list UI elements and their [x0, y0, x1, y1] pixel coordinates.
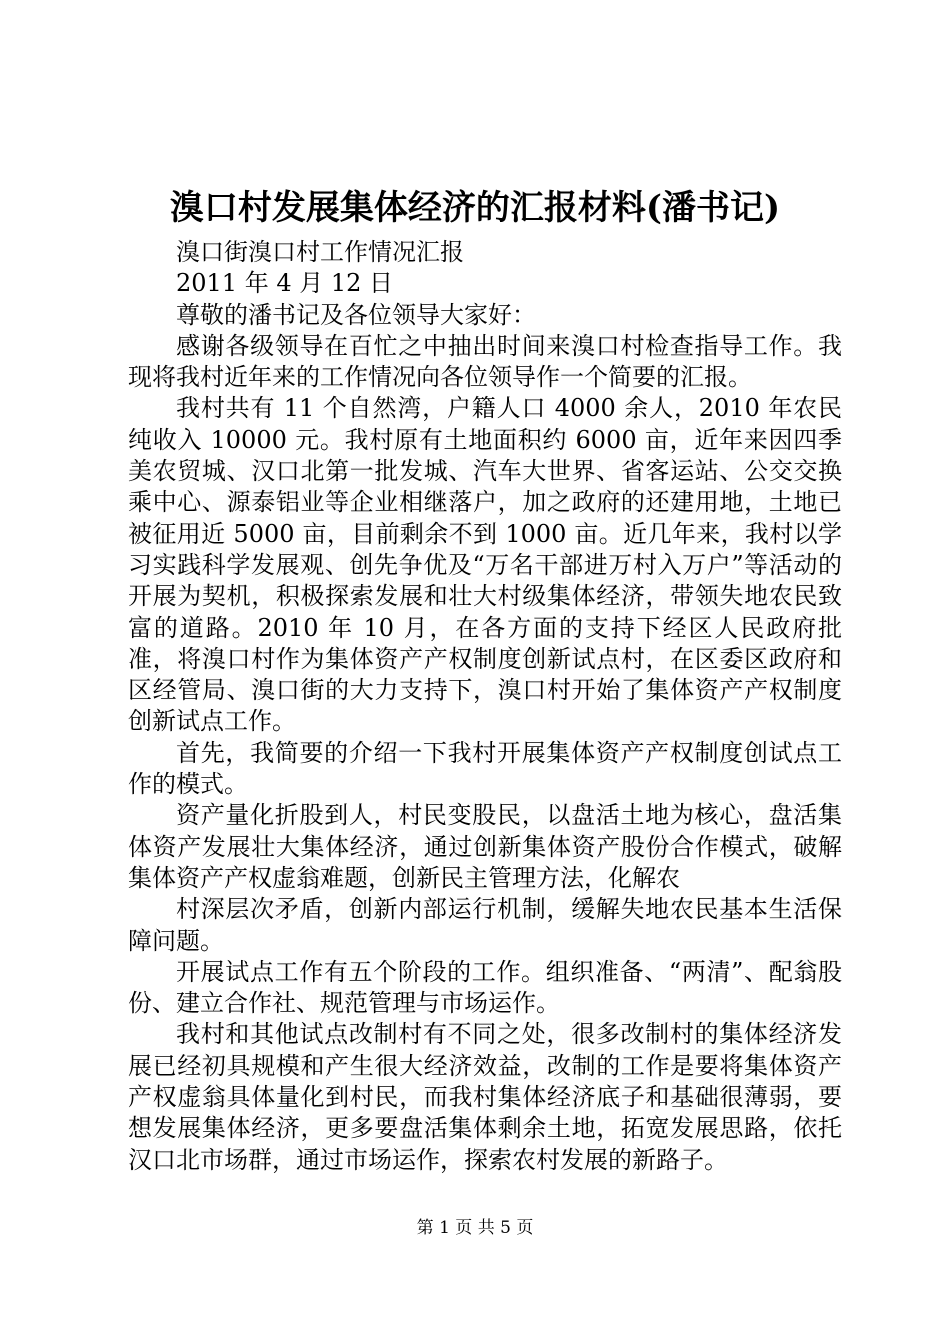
paragraph: 我村和其他试点改制村有不同之处，很多改制村的集体经济发展已经初具规模和产生很大经济效益，改制的工作是要将集体资产产权虚翁具体量化到村民，而我村集体经济底子和基础很薄弱，要想发展集体经济，更多要盘活集体剩余土地，拓宽发展思路，依托汉口北市场群，通过市场运作，探索农村发展的新路子。 — [128, 1020, 842, 1174]
paragraph: 我村共有 11 个自然湾，户籍人口 4000 余人，2010 年农民纯收入 10000 元。我村原有土地面积约 6000 亩，近年来因四季美农贸城、汉口北第一批发城、汽车大世界、省客运站、公交交换乘中心、源泰铝业等企业相继落户，加之政府的还建用地，土地已被征用近 5000 亩，目前剩余不到 1000 亩。近几年来，我村以学习实践科学发展观、创先争优及“万名干部进万村入万户”等活动的开展为契机，积极探索发展和壮大村级集体经济，带领失地农民致富的道路。2010 年 10 月，在各方面的支持下经区人民政府批准，将溴口村作为集体资产产权制度创新试点村，在区委区政府和区经管局、溴口街的大力支持下，溴口村开始了集体资产产权制度创新试点工作。 — [128, 394, 842, 736]
document-greeting: 尊敬的潘书记及各位领导大家好： — [176, 300, 536, 329]
paragraph: 感谢各级领导在百忙之中抽出时间来溴口村检查指导工作。我现将我村近年来的工作情况向各位领导作一个简要的汇报。 — [128, 331, 842, 392]
document-title: 溴口村发展集体经济的汇报材料(潘书记) — [169, 188, 781, 228]
paragraph: 资产量化折股到人，村民变股民，以盘活土地为核心，盘活集体资产发展壮大集体经济，通过创新集体资产股份合作模式，破解集体资产产权虚翁难题，创新民主管理方法，化解农 — [128, 801, 842, 892]
paragraph: 村深层次矛盾，创新内部运行机制，缓解失地农民基本生活保障问题。 — [128, 895, 842, 955]
paragraph: 开展试点工作有五个阶段的工作。组织准备、“两清”、配翁股份、建立合作社、规范管理与市场运作。 — [128, 957, 842, 1018]
document-body — [128, 237, 842, 1176]
document-subtitle: 溴口街溴口村工作情况汇报 — [176, 238, 464, 266]
document-date: 2011 年 4 月 12 日 — [176, 269, 394, 298]
paragraph: 首先，我简要的介绍一下我村开展集体资产产权制度创试点工作的模式。 — [128, 738, 842, 799]
page-footer: 第 1 页 共 5 页 — [416, 1218, 534, 1238]
